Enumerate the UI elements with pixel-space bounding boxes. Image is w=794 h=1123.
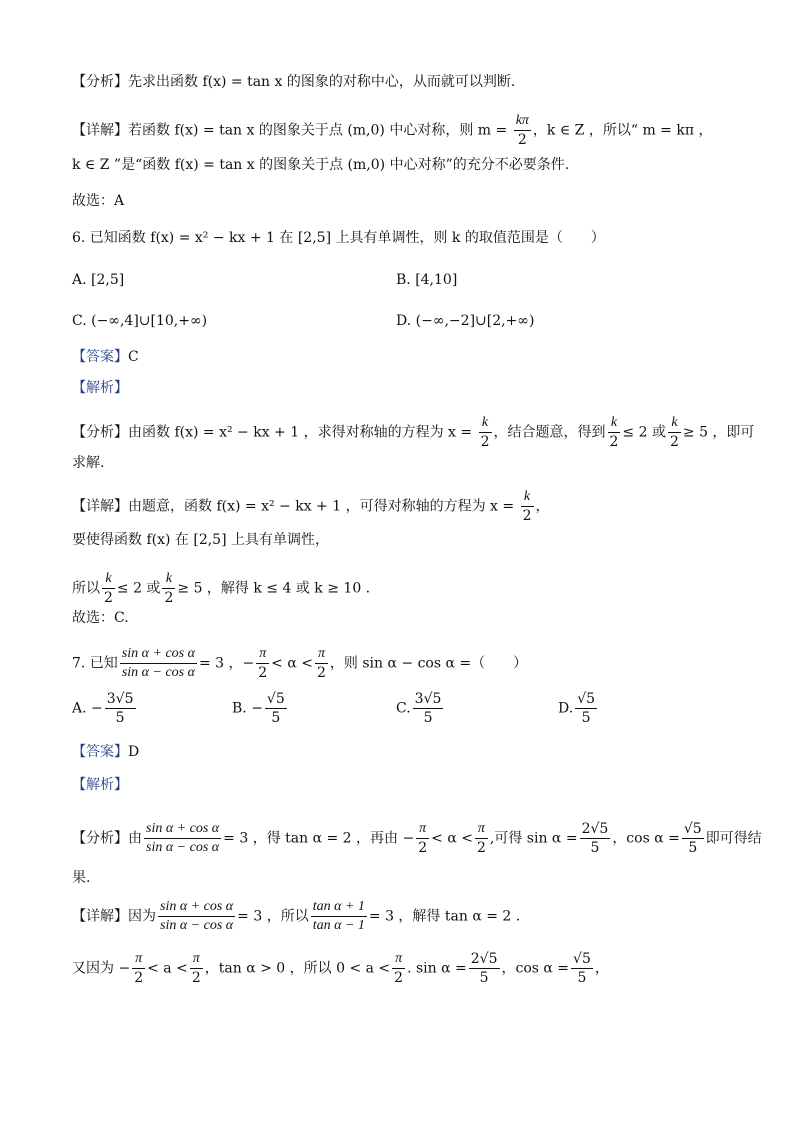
answer-value: D: [128, 744, 140, 760]
fraction-pi-over-2: $\frac{\pi}{2}$: [134, 951, 144, 986]
detail2-text-c: ，tan α > 0 ，所以 0 < a <: [204, 960, 391, 977]
p1-choose: 故选：A: [72, 193, 125, 209]
analysis-text-a: 由函数 f(x) = x² − kx + 1 ，求得对称轴的方程为 x =: [128, 424, 473, 441]
q7-answer-line: [72, 742, 139, 762]
q6-detail-line-3: [72, 570, 370, 607]
detail-text-a: 由题意，函数 f(x) = x² − kx + 1 ，可得对称轴的方程为 x =: [128, 498, 515, 515]
detail-tag: 【详解】: [72, 498, 128, 515]
analysis-text-a: 由: [128, 830, 142, 847]
analysis-text-f: ，cos α =: [612, 830, 680, 847]
q6-option-c: C. (−∞,4]∪[10,+∞): [72, 313, 208, 329]
q7-option-c: C. $\frac{3√5}{5}$: [396, 691, 442, 726]
analysis-text-h: 即可得结: [705, 830, 762, 847]
fraction-sin-cos: $\frac{\text{sin α + cos α}}{\text{sin α − cos α}}$: [160, 899, 234, 933]
fraction-pi-over-2: $\frac{\pi}{2}$: [191, 951, 201, 986]
fraction-pi-over-2: $\frac{\pi}{2}$: [258, 646, 268, 681]
analysis-tag: 【分析】: [72, 830, 128, 847]
q6-jiexi-tag: 【解析】: [72, 380, 128, 396]
q6-analysis-line: [72, 414, 754, 451]
detail2-text-b: < a <: [147, 960, 188, 977]
fraction-pi-over-2: $\frac{\pi}{2}$: [317, 646, 326, 681]
fraction-k-over-2: $\frac{k}{2}$: [104, 571, 113, 606]
q7-analysis-line: [72, 820, 762, 857]
detail-text-d2: ≤ 2 或: [116, 580, 161, 597]
analysis-tag: 【分析】: [72, 424, 128, 441]
detail-text-b: ，: [535, 498, 550, 515]
answer-value: C: [128, 349, 139, 365]
q6-detail-line-2: 要使得函数 f(x) 在 [2,5] 上具有单调性，: [72, 532, 329, 548]
detail-text-d1: 所以: [72, 580, 100, 597]
stem-c: < α <: [271, 655, 313, 672]
q6-option-d: D. (−∞,−2]∪[2,+∞): [396, 313, 535, 329]
detail2-text-d: . sin α =: [407, 960, 467, 977]
fraction-k-over-2: $\frac{k}{2}$: [164, 571, 174, 606]
fraction-2root5-over-5: $\frac{2√5}{5}$: [581, 821, 609, 856]
fraction-tan: $\frac{\text{tan α + 1}}{\text{tan α − 1}}$: [312, 899, 365, 933]
q7-option-b: B. − $\frac{√5}{5}$: [232, 691, 285, 726]
detail-text-c: k ∈ Z ”是“函数 f(x) = tan x 的图象关于点 (m,0) 中心对称”的充分不必要条件.: [72, 157, 570, 173]
stem-d: ，则 sin α − cos α =（ ）: [329, 655, 528, 672]
q6-detail-line: [72, 488, 550, 525]
q7-jiexi-tag: 【解析】: [72, 777, 128, 793]
fraction-k-over-2: $\frac{k}{2}$: [669, 415, 679, 450]
q6-option-b: B. [4,10]: [396, 272, 458, 288]
q7-stem: [72, 645, 527, 682]
analysis-text-d: ,可得 sin α =: [489, 830, 578, 847]
fraction-pi-over-2: $\frac{\pi}{2}$: [394, 951, 404, 986]
detail-text-b: ，k ∈ Z ，所以“ m = kπ ，: [532, 122, 713, 139]
answer-tag: 【答案】: [72, 744, 128, 760]
analysis-text-b: ，结合题意，得到: [493, 424, 606, 441]
detail-tag: 【详解】: [72, 908, 128, 925]
fraction-k-over-2: $\frac{k}{2}$: [522, 489, 532, 524]
q6-analysis-cont: 求解.: [72, 455, 105, 471]
q6-stem: 6. 已知函数 f(x) = x² − kx + 1 在 [2,5] 上具有单调性，则 k 的取值范围是（ ）: [72, 230, 605, 246]
stem-a: 7. 已知: [72, 655, 118, 672]
fraction-k-over-2: $\frac{k}{2}$: [480, 415, 490, 450]
analysis-text: 先求出函数 f(x) = tan x 的图象的对称中心，从而就可以判断.: [128, 74, 516, 90]
q7-detail-line: [72, 898, 520, 935]
q6-option-a: A. [2,5]: [72, 272, 125, 288]
q6-answer-line: [72, 347, 139, 367]
detail-text-a: 因为: [128, 908, 156, 925]
detail-text-d3: ≥ 5 ，解得 k ≤ 4 或 k ≥ 10 .: [177, 580, 371, 597]
p1-detail-line: [72, 112, 713, 149]
analysis-tag: 【分析】: [72, 74, 128, 90]
detail2-text-a: 又因为 −: [72, 960, 131, 977]
detail-text-c: = 3 ，解得 tan α = 2 .: [368, 908, 521, 925]
q7-detail-line-2: [72, 950, 609, 987]
q7-option-d: D. $\frac{√5}{5}$: [558, 691, 596, 726]
stem-b: = 3 ，−: [198, 655, 255, 672]
detail-text-b: = 3 ，所以: [237, 908, 309, 925]
q7-option-a: A. − $\frac{3√5}{5}$: [72, 691, 134, 726]
fraction-root5-over-5: $\frac{√5}{5}$: [683, 821, 702, 856]
detail2-text-f: ，: [594, 960, 609, 977]
fraction-k-over-2: $\frac{k}{2}$: [609, 415, 619, 450]
p1-detail-line-2: [72, 155, 569, 175]
detail2-text-e: ，cos α =: [501, 960, 570, 977]
fraction-sin-cos: $\frac{\text{sin α + cos α}}{\text{sin α − cos α}}$: [146, 821, 220, 855]
fraction-k-pi-over-2: $\frac{k\pi}{2}$: [515, 113, 529, 148]
analysis-text-c: ≤ 2 或: [622, 424, 666, 441]
q6-choose: 故选：C.: [72, 610, 129, 626]
q7-analysis-cont: 果.: [72, 870, 91, 886]
fraction-sin-cos: $\frac{\text{sin α + cos α}}{\text{sin α − cos α}}$: [121, 646, 195, 680]
fraction-2root5-over-5: $\frac{2√5}{5}$: [470, 951, 498, 986]
analysis-text-c: < α <: [431, 830, 473, 847]
analysis-text-d: ≥ 5 ，即可: [682, 424, 755, 441]
p1-analysis-line: [72, 72, 515, 92]
fraction-root5-over-5: $\frac{√5}{5}$: [573, 951, 591, 986]
detail-text-a: 若函数 f(x) = tan x 的图象关于点 (m,0) 中心对称，则 m =: [128, 122, 508, 139]
detail-tag: 【详解】: [72, 122, 128, 139]
analysis-text-b: = 3 ，得 tan α = 2 ，再由 −: [223, 830, 415, 847]
answer-tag: 【答案】: [72, 349, 128, 365]
fraction-pi-over-2: $\frac{\pi}{2}$: [476, 821, 486, 856]
fraction-pi-over-2: $\frac{\pi}{2}$: [418, 821, 428, 856]
